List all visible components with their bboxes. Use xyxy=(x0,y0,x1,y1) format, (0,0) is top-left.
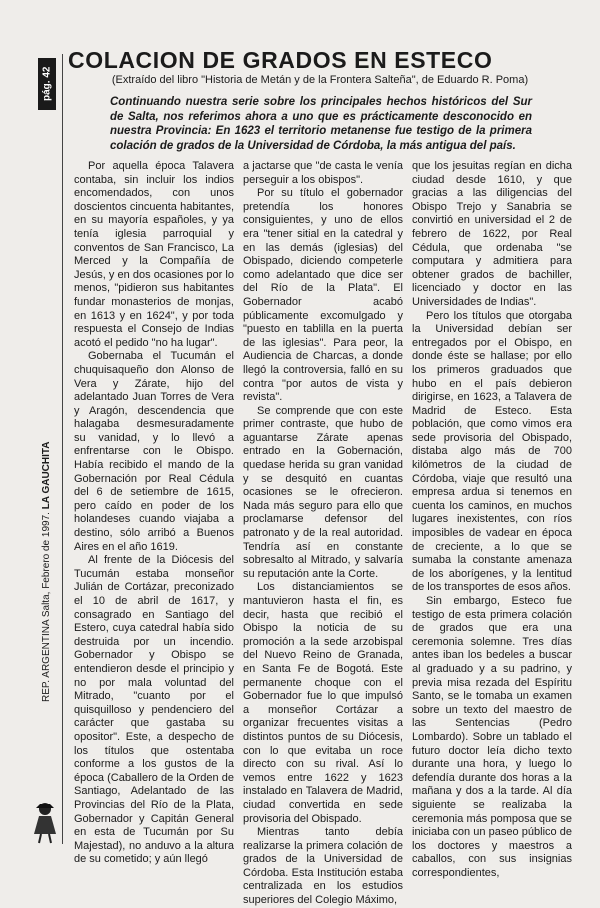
paragraph: Se comprende que con este primer contraste, que hubo de aguantarse Zárate apenas entrado en la Gobernación, quedase herida su gran vanidad y se desquitó en cuantas ocasiones se le ofrecieron. Nada más seguro para ello que proclamarse defensor del patronato y de la real autoridad. Tendría así en constante sobresalto al Mitrado, y salvaría su reputación ante la Corte. xyxy=(243,404,403,580)
paragraph: Sin embargo, Esteco fue testigo de esta primera colación de grados que era una ceremonia solemne. Tres días antes iban los bedeles a buscar al graduado y a su padrino, y previa misa rezada del Espíritu Santo, se le tomaba un examen sobre un texto del maestro de las Sentencias (Pedro Lombardo). Sobre un tablado el futuro doctor leía dicho texto durante una hora, y luego lo defendía durante dos horas a la mañana y dos a la tarde. Al día siguiente se realizaba la ceremonia más pomposa que se iniciaba con un paseo público de los doctores y maestros a caballos, con sus insignias correspondientes, xyxy=(412,595,572,879)
paragraph: que los jesuitas regían en dicha ciudad desde 1610, y que gracias a las diligencias del Obispo Trejo y Sanabria se convirtió en universidad el 2 de febrero de 1622, por Real Cédula, que ordenaba "se computara y admitiera para obtener grados de bachiller, licenciado y doctor en las Universidades de Indias". xyxy=(412,160,572,308)
paragraph: Por aquella época Talavera contaba, sin incluir los indios encomendados, con unos doscientos cincuenta habitantes, en su mayoría españoles, y ya tenía iglesia parroquial y conventos de San Francisco, La Merced y la Compañía de Jesús, y en dos ocasiones por lo menos, "pidieron sus habitantes fundar monasterios de monjas, en 1613 y en 1624", y por toda respuesta el Consejo de Indias acotó el pedido "no ha lugar". xyxy=(74,160,234,349)
article-lead: Continuando nuestra serie sobre los principales hechos históricos del Sur de Salta, nos referimos ahora a uno que es prácticamente desconocido en nuestra Provincia: En 1623 el territorio metanense fue testigo de la primera colación de grados de la Universidad de Córdoba, la más antigua del país. xyxy=(110,96,532,152)
margin-rule xyxy=(62,54,63,844)
paragraph: Pero los títulos que otorgaba la Universidad debían ser entregados por el Obispo, en donde éste se hallase; por ello los primeros graduados que hubo en el país debieron dirigirse, en 1623, a Talavera de Madrid de Esteco. Esta población, que como vimos era sede provisoria del Obispado, distaba algo más de 700 kilómetros de la ciudad de Córdoba, viaje que resultó una empresa ardua si tenemos en cuenta los caminos, en muchos lugares inexistentes, con ríos imposibles de vadear en época de creciente, a lo que se sumaba la constante amenaza de los aborígenes, y la lentitud de los transportes de esos años. xyxy=(412,309,572,594)
paragraph: Gobernaba el Tucumán el chuquisaqueño don Alonso de Vera y Zárate, hijo del adelantado Juan Torres de Vera y Aragón, descendencia que halagaba desmesuradamente su vanidad, y lo llevó a enfrentarse con le Obispo. Había recibido el mando de la Gobernación por Real Cédula del 6 de setiembre de 1615, pero caído en poder de los holandeses cuando viajaba a destino, sólo arribó a Buenos Aires en el año 1619. xyxy=(74,350,234,553)
paragraph: Al frente de la Diócesis del Tucumán estaba monseñor Julián de Cortázar, preconizado el 10 de abril de 1617, y consagrado en Santiago del Estero, cuya catedral había sido destruida por un incendio. Gobernador y Obispo se entendieron desde el principio y no por mala voluntad del Mitrado, "cuanto por el quisquilloso y pendenciero del carácter que gastaba su opositor". Este, a despecho de los títulos que ostentaba conforme a los gustos de la época (Caballero de la Orden de Santiago, Adelantado de las Provincias del Río de la Plata, Gobernador y Capitán General en esta de Tucumán por Su Majestad), no anduvo a la altura de su cometido; y aún llegó xyxy=(74,554,234,866)
page-number: pág. 42 xyxy=(38,58,56,110)
gauchita-mascot-icon xyxy=(30,800,60,844)
paragraph: a jactarse que "de casta le venía perseguir a los obispos". xyxy=(243,160,403,186)
article-title: COLACION DE GRADOS EN ESTECO xyxy=(68,47,493,73)
column-1 xyxy=(74,160,234,867)
paragraph: Los distanciamientos se mantuvieron hasta el fin, es decir, hasta que recibió el Obispo la noticia de su promoción a la sede arzobispal del Nuevo Reino de Granada, en Santa Fe de Bogotá. Este permanente choque con el Gobernador fue lo que impulsó a monseñor Cortázar a organizar frecuentes visitas a distintos puntos de su Diócesis, con lo que evitaba un roce directo con su rival. Así lo vemos entre 1622 y 1623 instalado en Talavera de Madrid, ciudad convertida en sede provisoria del Obispado. xyxy=(243,581,403,825)
column-3 xyxy=(412,160,572,880)
publication-credit xyxy=(40,122,54,702)
magazine-name: LA GAUCHITA xyxy=(41,441,52,510)
side-margin xyxy=(34,52,62,842)
paragraph: Mientras tanto debía realizarse la primera colación de grados de la Universidad de Córdoba. Esta Institución estaba centralizada en los estudios superiores del Colegio Máximo, xyxy=(243,826,403,907)
article-source: (Extraído del libro "Historia de Metán y de la Frontera Salteña", de Eduardo R. Poma) xyxy=(111,74,529,86)
paragraph: Por su título el gobernador pretendía los honores consiguientes, y uno de ellos era "tener sitial en la catedral y en las demás (iglesias) del Obispado, diciendo competerle como adelantado que dice ser del Río de la Plata". El Gobernador acabó públicamente excomulgado y "puesto en tablilla en la puerta de las iglesias". Para peor, la Audiencia de Charcas, a donde llegó la controversia, falló en su contra "por autos de vista y revista". xyxy=(243,187,403,404)
credit-location-date: REP. ARGENTINA Salta, Febrero de 1997. xyxy=(41,512,52,702)
article-body xyxy=(74,160,572,907)
column-2 xyxy=(243,160,403,908)
